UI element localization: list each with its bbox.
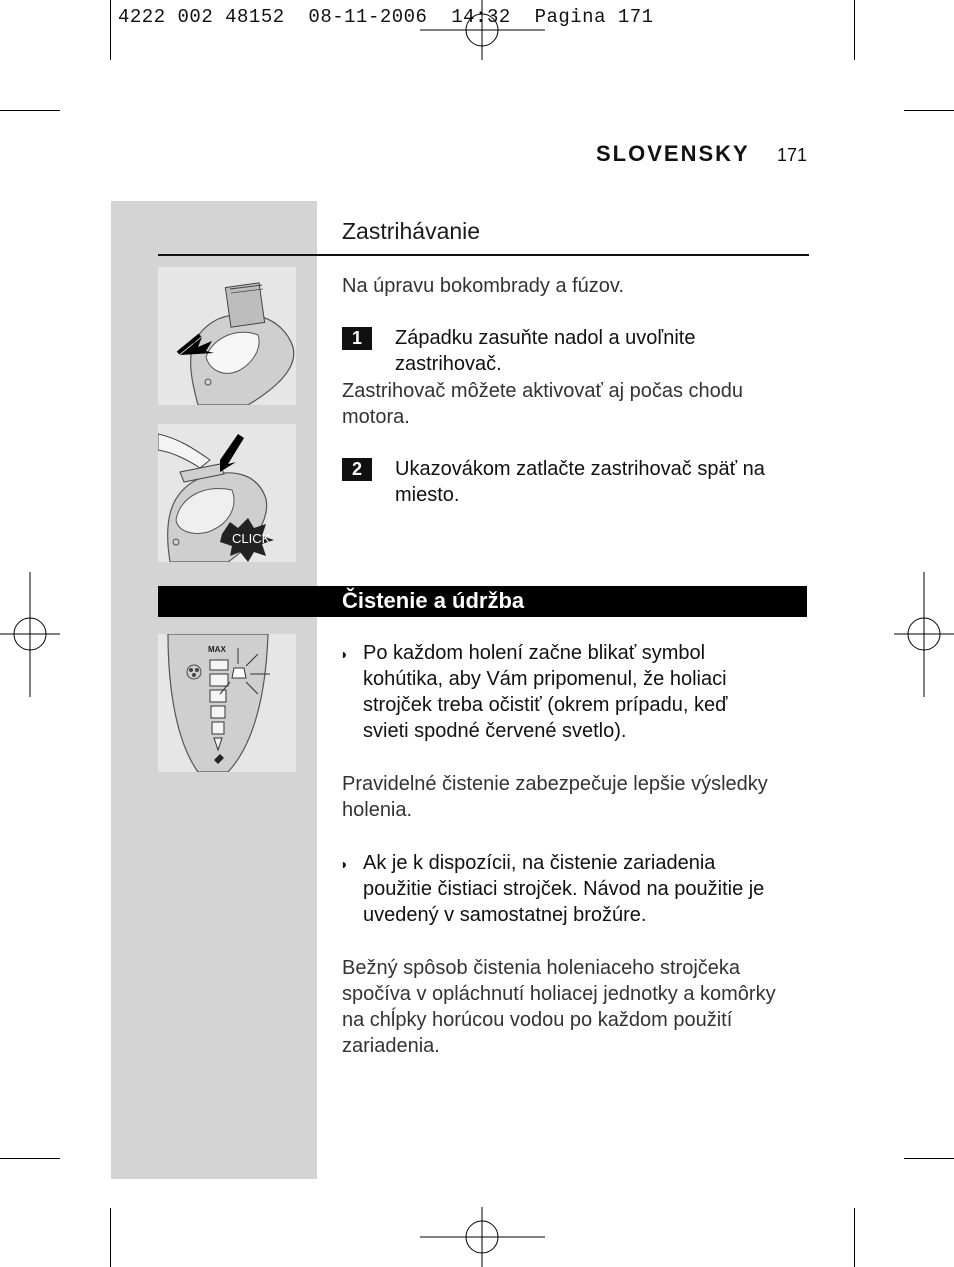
bullet-2-line-3: uvedený v samostatnej brožúre. [363, 904, 647, 926]
bullet-1-line-4: svieti spodné červené svetlo). [363, 720, 627, 742]
section-title-trimming: Zastrihávanie [342, 218, 481, 244]
bullet-2-line-1: Ak je k dispozícii, na čistenie zariadenia [363, 852, 716, 874]
bullet-1-line-1: Po každom holení začne blikať symbol [363, 642, 706, 664]
step-1-line-1: Západku zasuňte nadol a uvoľnite [395, 327, 696, 349]
cleaning-para-2-line-4: zariadenia. [342, 1035, 440, 1057]
illustration-push-trimmer-back [158, 424, 296, 562]
language-heading: SLOVENSKY [596, 141, 750, 166]
registration-mark-left [0, 572, 60, 697]
illustration-cleaning-indicator [158, 634, 296, 772]
registration-mark-right [894, 572, 954, 697]
registration-mark-top [420, 0, 545, 60]
step-1-line-2: zastrihovač. [395, 353, 502, 375]
click-label: CLICK [232, 531, 271, 546]
page-number: 171 [777, 145, 808, 165]
step-number-2: 2 [342, 458, 372, 481]
bullet-1-line-2: kohútika, aby Vám pripomenul, že holiaci [363, 668, 727, 690]
max-label: MAX [208, 645, 226, 654]
trimming-note-line-2: motora. [342, 406, 410, 428]
cleaning-para-2-line-2: spočíva v opláchnutí holiacej jednotky a komôrky [342, 983, 776, 1005]
bullet-2-line-2: použitie čistiaci strojček. Návod na použitie je [363, 878, 765, 900]
step-2-line-1: Ukazovákom zatlačte zastrihovač späť na [395, 458, 765, 480]
step-number-1: 1 [342, 327, 372, 350]
step-2-line-2: miesto. [395, 484, 460, 506]
cleaning-para-2-line-1: Bežný spôsob čistenia holeniaceho strojčeka [342, 957, 741, 979]
section-rule [158, 254, 809, 256]
bullet-marker-2: ◗ [340, 856, 349, 872]
cleaning-para-2-line-3: na chĺpky horúcou vodou po každom použití [342, 1009, 733, 1031]
trimming-intro: Na úpravu bokombrady a fúzov. [342, 275, 625, 297]
illustration-release-trimmer [158, 267, 296, 405]
cleaning-para-1-line-1: Pravidelné čistenie zabezpečuje lepšie výsledky [342, 773, 768, 795]
bullet-1-line-3: strojček treba očistiť (okrem prípadu, keď [363, 694, 728, 716]
section-title-cleaning: Čistenie a údržba [342, 588, 525, 613]
registration-mark-bottom [420, 1207, 545, 1267]
cleaning-para-1-line-2: holenia. [342, 799, 413, 821]
trimming-note-line-1: Zastrihovač môžete aktivovať aj počas chodu [342, 380, 744, 402]
print-slug: 4222 002 48152 08-11-2006 14:32 Pagina 171 [118, 6, 654, 28]
bullet-marker-1: ◗ [340, 646, 349, 662]
